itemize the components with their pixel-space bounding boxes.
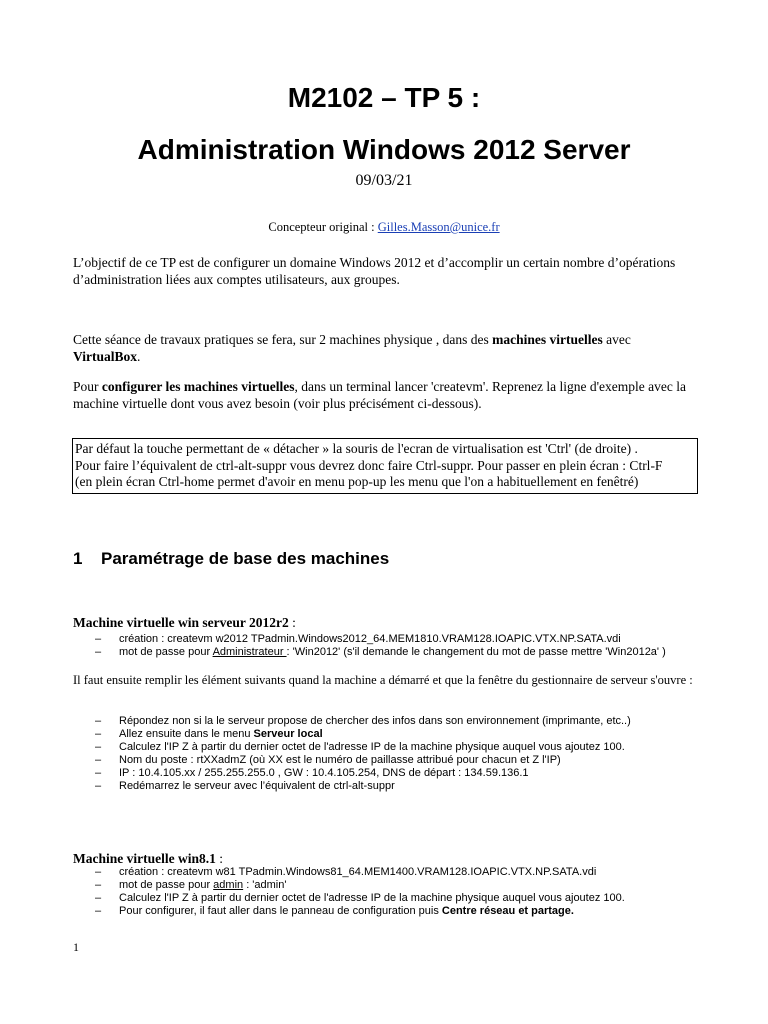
list-item xyxy=(73,715,713,728)
vm1-step-text: Nom du poste : rtXXadmZ (où XX est le numéro de paillasse attribué pour chacun et Z l'IP) xyxy=(119,754,561,766)
dash-bullet: – xyxy=(95,780,102,792)
session-text-3: . xyxy=(137,348,141,364)
designer-line xyxy=(0,220,768,235)
info-box-line: Par défaut la touche permettant de « détacher » la souris de l'ecran de virtualisation est 'Ctrl' (de droite) . xyxy=(75,441,638,456)
vm1-step-text: Redémarrez le serveur avec l’équivalent de ctrl-alt-suppr xyxy=(119,780,395,792)
vm1-step-text: Répondez non si la le serveur propose de chercher des infos dans son environnement (imprimante, etc..) xyxy=(119,715,631,727)
session-bold-virtualbox: VirtualBox xyxy=(73,348,137,364)
vm2-heading xyxy=(73,851,223,867)
designer-email-link[interactable]: Gilles.Masson@unice.fr xyxy=(377,220,500,234)
dash-bullet: – xyxy=(95,741,102,753)
vm1-list xyxy=(73,633,713,659)
dash-bullet: – xyxy=(95,879,102,891)
vm2-password-text-2: : 'admin' xyxy=(243,879,287,891)
vm1-heading-colon: : xyxy=(288,615,296,630)
intro-paragraph: L’objectif de ce TP est de configurer un domaine Windows 2012 et d’accomplir un certain nombre d’opérations d’administration liées aux comptes utilisateurs, aux groupes. xyxy=(73,255,676,287)
list-item xyxy=(73,892,713,905)
info-box-line: (en plein écran Ctrl-home permet d'avoir en menu pop-up les menu que l'on a habituellement en fenêtré) xyxy=(75,474,639,489)
session-bold-vm: machines virtuelles xyxy=(492,332,603,347)
vm1-create-cmd: création : createvm w2012 TPadmin.Windows2012_64.MEM1810.VRAM128.IOAPIC.VTX.NP.SATA.vdi xyxy=(119,633,621,645)
list-item xyxy=(73,754,713,767)
vm2-config-bold: Centre réseau et partage. xyxy=(441,905,574,917)
vm2-heading-text: Machine virtuelle win8.1 xyxy=(73,851,216,866)
vm1-steps xyxy=(73,715,713,793)
list-item xyxy=(73,646,713,659)
section-title: Paramétrage de base des machines xyxy=(101,549,390,568)
info-box xyxy=(72,438,698,494)
section-heading xyxy=(73,549,389,569)
dash-bullet: – xyxy=(95,646,102,658)
page-number: 1 xyxy=(73,940,79,954)
dash-bullet: – xyxy=(95,728,102,740)
vm1-note: Il faut ensuite remplir les élément suivants quand la machine a démarré et que la fenêtre du gestionnaire de serveur s'ouvre : xyxy=(73,673,693,687)
info-box-line: Pour faire l’équivalent de ctrl-alt-suppr vous devrez donc faire Ctrl-suppr. Pour passer en plein écran : Ctrl-F xyxy=(75,457,663,473)
dash-bullet: – xyxy=(95,633,102,645)
list-item xyxy=(73,780,713,793)
vm1-heading-text: Machine virtuelle win serveur 2012r2 xyxy=(73,615,289,630)
vm2-heading-colon: : xyxy=(215,851,223,866)
session-text-2: avec xyxy=(602,332,631,347)
list-item xyxy=(73,866,713,879)
vm2-create-cmd: création : createvm w81 TPadmin.Windows81_64.MEM1400.VRAM128.IOAPIC.VTX.NP.SATA.vdi xyxy=(119,866,597,878)
dash-bullet: – xyxy=(95,767,102,779)
list-item xyxy=(73,879,713,892)
document-date: 09/03/21 xyxy=(355,172,413,189)
vm1-step-text: IP : 10.4.105.xx / 255.255.255.0 , GW : 10.4.105.254, DNS de départ : 134.59.136.1 xyxy=(119,767,529,779)
list-item xyxy=(73,741,713,754)
vm2-config-text: Pour configurer, il faut aller dans le panneau de configuration puis xyxy=(119,905,442,917)
document-subtitle: Administration Windows 2012 Server xyxy=(137,134,631,165)
vm2-list xyxy=(73,866,713,918)
section-number: 1 xyxy=(73,549,83,568)
vm1-heading xyxy=(73,615,296,631)
list-item xyxy=(73,728,713,741)
vm2-password-text-1: mot de passe pour xyxy=(119,879,214,891)
configure-paragraph xyxy=(73,379,703,412)
vm2-password-user: admin xyxy=(213,879,244,891)
dash-bullet: – xyxy=(95,715,102,727)
configure-bold: configurer les machines virtuelles xyxy=(101,379,295,394)
vm2-ip-text: Calculez l'IP Z à partir du dernier octet de l'adresse IP de la machine physique auquel vous ajoutez 100. xyxy=(119,892,625,904)
dash-bullet: – xyxy=(95,754,102,766)
dash-bullet: – xyxy=(95,866,102,878)
vm1-password-user: Administrateur xyxy=(212,646,287,658)
dash-bullet: – xyxy=(95,905,102,917)
configure-text-2: , dans un terminal lancer 'createvm'. Reprenez la ligne d'exemple avec la machine virtuelle dont vous avez besoin (voir plus précisément ci-dessous). xyxy=(73,379,686,411)
vm1-step-text: Calculez l'IP Z à partir du dernier octet de l'adresse IP de la machine physique auquel vous ajoutez 100. xyxy=(119,741,625,753)
session-text-1: Cette séance de travaux pratiques se fera, sur 2 machines physique , dans des xyxy=(73,332,493,347)
configure-text-1: Pour xyxy=(73,379,102,394)
session-paragraph xyxy=(73,332,703,365)
document-title: M2102 – TP 5 : xyxy=(287,82,481,113)
list-item xyxy=(73,767,713,780)
vm1-password-text-1: mot de passe pour xyxy=(119,646,213,658)
vm1-step-bold: Serveur local xyxy=(253,728,323,740)
vm1-step-text: Allez ensuite dans le menu xyxy=(119,728,254,740)
list-item xyxy=(73,905,713,918)
list-item xyxy=(73,633,713,646)
designer-label: Concepteur original : xyxy=(268,220,378,234)
vm1-password-text-2: : 'Win2012' (s'il demande le changement du mot de passe mettre 'Win2012a' ) xyxy=(286,646,666,658)
dash-bullet: – xyxy=(95,892,102,904)
